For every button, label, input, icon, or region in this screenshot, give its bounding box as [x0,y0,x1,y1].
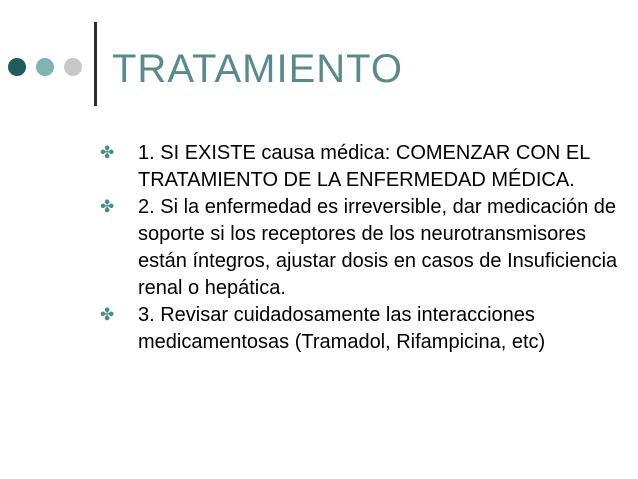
bullet-list [100,140,630,356]
quatrefoil-bullet-icon: ✤ [100,143,115,163]
dark-dot-icon [8,58,26,76]
bullet-item-2 [100,194,630,302]
gray-dot-icon [64,58,82,76]
bullet-item-1 [100,140,630,194]
teal-dot-icon [36,58,54,76]
bullet-text-3: 3. Revisar cuidadosamente las interacciones medicamentosas (Tramadol, Rifampicina, etc) [138,304,546,353]
quatrefoil-bullet-icon: ✤ [100,197,115,217]
bullet-item-3 [100,302,630,356]
quatrefoil-bullet-icon: ✤ [100,305,115,325]
slide-title: TRATAMIENTO [112,47,403,91]
bullet-text-1: 1. SI EXISTE causa médica: COMENZAR CON EL TRATAMIENTO DE LA ENFERMEDAD MÉDICA. [138,142,590,191]
bullet-text-2: 2. Si la enfermedad es irreversible, dar medicación de soporte si los receptores de los neurotransmisores están íntegros, ajustar dosis en casos de Insuficiencia renal o hepática. [138,196,618,299]
title-divider-line [94,22,97,106]
